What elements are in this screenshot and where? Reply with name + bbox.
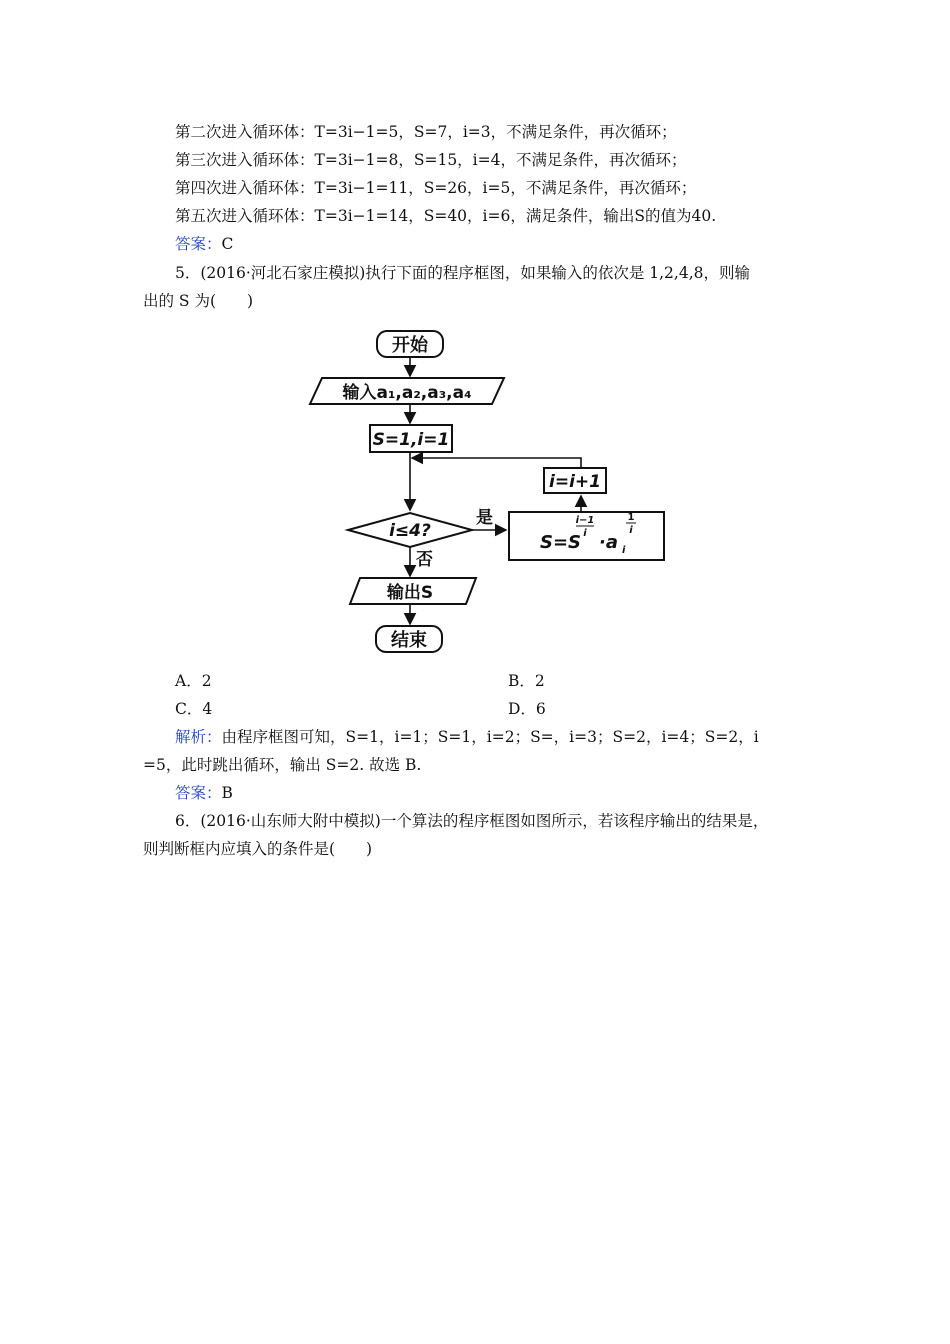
calc-exp2-den: i	[629, 525, 633, 536]
loop-line-3: 第三次进入循环体：T=3i−1=8，S=15，i=4，不满足条件，再次循环；	[175, 151, 687, 169]
analysis-5-line-2: =5，此时跳出循环，输出 S=2. 故选 B.	[143, 756, 422, 774]
loop-line-5: 第五次进入循环体：T=3i−1=14，S=40，i=6，满足条件，输出S的值为40.	[175, 207, 717, 225]
calc-exp1-num: i−1	[575, 515, 595, 526]
calc-exp2-num: 1	[627, 512, 635, 523]
answer-5	[175, 783, 233, 803]
calc-main: S=S	[540, 532, 582, 553]
loop-line-2: 第二次进入循环体：T=3i−1=5，S=7，i=3，不满足条件，再次循环；	[175, 123, 677, 141]
question-5-line-1: 5．(2016·河北石家庄模拟)执行下面的程序框图，如果输入的依次是 1,2,4,8，则输	[175, 264, 750, 282]
question-5-line-2: 出的 S 为( )	[143, 292, 254, 310]
question-6-line-2: 则判断框内应填入的条件是( )	[143, 840, 373, 858]
calc-dot-a: ·a	[599, 532, 618, 553]
loop-line-4: 第四次进入循环体：T=3i−1=11，S=26，i=5，不满足条件，再次循环；	[175, 179, 697, 197]
option-c: C．4	[175, 700, 213, 718]
option-a: A．2	[175, 672, 212, 690]
init-label: S=1,i=1	[372, 430, 450, 450]
question-6-line-1: 6．(2016·山东师大附中模拟)一个算法的程序框图如图所示，若该程序输出的结果是，	[175, 812, 769, 830]
no-label: 否	[416, 550, 433, 570]
flowchart	[300, 320, 680, 660]
end-label: 结束	[391, 630, 427, 651]
update-label: i=i+1	[549, 472, 601, 492]
output-label: 输出S	[386, 583, 434, 603]
input-label: 输入a₁,a₂,a₃,a₄	[342, 383, 472, 403]
analysis-5-line-1: 解析：由程序框图可知，S=1，i=1；S=1，i=2；S=，i=3；S=2，i=4；S=2，i	[175, 728, 759, 746]
answer-value: B	[221, 784, 233, 802]
yes-label: 是	[476, 508, 493, 528]
answer-label: 答案：	[175, 235, 222, 253]
answer-label: 答案：	[175, 784, 222, 802]
analysis-label: 解析：	[175, 728, 222, 746]
decision-label: i≤4?	[389, 521, 431, 541]
start-label: 开始	[392, 335, 428, 356]
answer-4	[175, 234, 233, 254]
answer-value: C	[221, 235, 234, 253]
loop-back-line	[412, 458, 581, 467]
option-b: B．2	[508, 672, 545, 690]
option-d: D．6	[508, 700, 546, 718]
calc-exp1-den: i	[583, 528, 587, 539]
calc-sub-i: i	[622, 545, 626, 556]
